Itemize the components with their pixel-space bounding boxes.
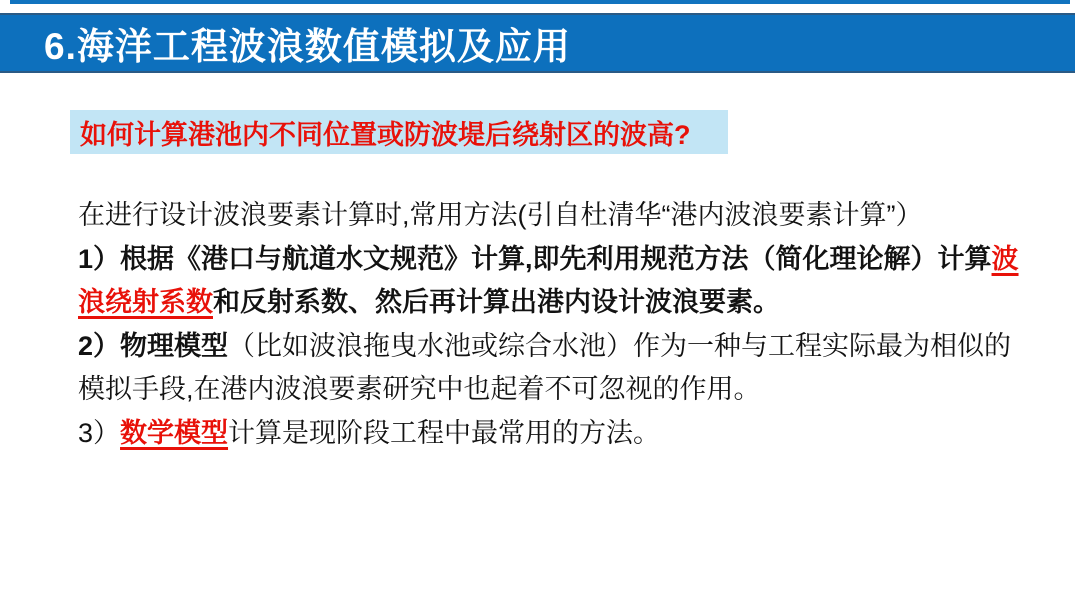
text-segment: 在进行设计波浪要素计算时,常用方法(引自杜清华“港内波浪要素计算”） bbox=[78, 200, 923, 230]
text-line-5 bbox=[78, 368, 1038, 412]
text-segment: 和反射系数、然后再计算出港内设计波浪要素。 bbox=[213, 287, 780, 317]
text-segment-highlight: 波 bbox=[991, 243, 1019, 274]
text-line-6 bbox=[78, 412, 1038, 456]
text-line-3 bbox=[78, 281, 1038, 325]
text-line-4 bbox=[78, 325, 1038, 369]
question-text: 如何计算港池内不同位置或防波堤后绕射区的波高? bbox=[80, 119, 691, 150]
text-segment-highlight: 浪绕射系数 bbox=[78, 287, 213, 317]
slide-title: 6.海洋工程波浪数值模拟及应用 bbox=[44, 26, 571, 67]
text-segment: 模拟手段,在港内波浪要素研究中也起着不可忽视的作用。 bbox=[78, 374, 761, 404]
text-segment: 3） bbox=[78, 417, 121, 448]
question-banner bbox=[70, 110, 728, 154]
text-segment: （比如波浪拖曳水池或综合水池）作为一种与工程实际最为相似的 bbox=[228, 330, 1012, 361]
text-line-1 bbox=[78, 194, 1038, 238]
text-segment: 2）物理模型 bbox=[78, 330, 229, 361]
body-paragraph bbox=[78, 194, 1038, 455]
text-segment-highlight: 数学模型 bbox=[120, 417, 229, 448]
slide-header-bar bbox=[0, 13, 1075, 73]
text-line-2 bbox=[78, 238, 1038, 282]
top-accent-line bbox=[10, 0, 1070, 4]
text-segment: 1）根据《港口与航道水文规范》计算,即先利用规范方法（简化理论解）计算 bbox=[78, 243, 992, 274]
text-segment: 计算是现阶段工程中最常用的方法。 bbox=[228, 417, 661, 448]
